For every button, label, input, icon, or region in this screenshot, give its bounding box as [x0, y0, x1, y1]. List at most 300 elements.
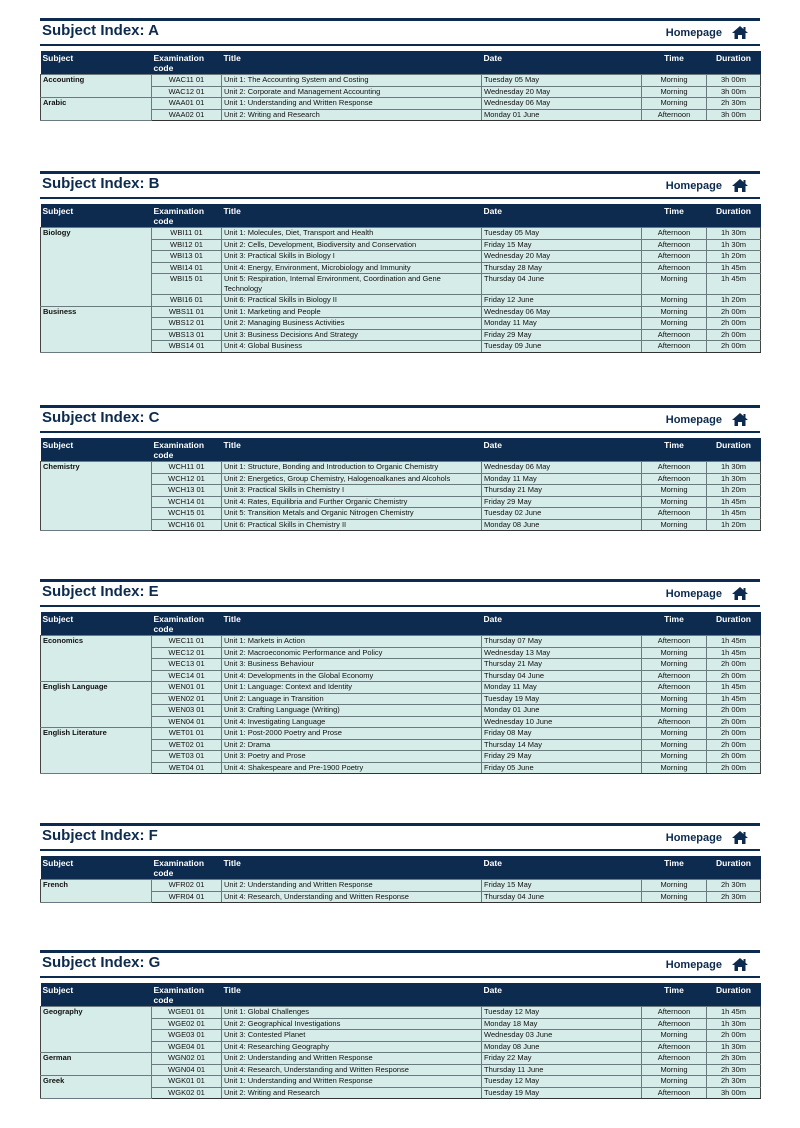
cell-duration: 2h 00m — [707, 739, 761, 751]
cell-time: Afternoon — [642, 109, 707, 121]
table-header-row — [41, 51, 761, 75]
cell-title: Unit 4: Rates, Equilibria and Further Organic Chemistry — [222, 496, 482, 508]
subject-index-section — [40, 405, 760, 531]
cell-code: WGE01 01 — [152, 1007, 222, 1019]
cell-date: Monday 01 June — [482, 109, 642, 121]
cell-code: WGN04 01 — [152, 1064, 222, 1076]
table-header-row — [41, 612, 761, 636]
cell-code: WAA01 01 — [152, 98, 222, 110]
cell-duration: 1h 30m — [707, 473, 761, 485]
section-header — [40, 405, 760, 433]
section-header — [40, 950, 760, 978]
cell-date: Wednesday 10 June — [482, 716, 642, 728]
cell-date: Thursday 07 May — [482, 636, 642, 648]
subject-index-section — [40, 950, 760, 1099]
cell-duration: 3h 00m — [707, 109, 761, 121]
cell-duration: 1h 45m — [707, 508, 761, 520]
cell-duration: 3h 00m — [707, 1087, 761, 1099]
cell-time: Morning — [642, 295, 707, 307]
cell-duration: 1h 45m — [707, 262, 761, 274]
cell-code: WEN03 01 — [152, 705, 222, 717]
table-row — [41, 682, 761, 694]
cell-date: Tuesday 19 May — [482, 693, 642, 705]
subject-name: Economics — [41, 636, 152, 682]
cell-code: WCH16 01 — [152, 519, 222, 531]
cell-time: Morning — [642, 1030, 707, 1042]
column-header-date: Date — [482, 204, 642, 228]
cell-code: WEC14 01 — [152, 670, 222, 682]
cell-code: WFR04 01 — [152, 891, 222, 903]
cell-code: WCH13 01 — [152, 485, 222, 497]
cell-code: WET03 01 — [152, 751, 222, 763]
cell-title: Unit 1: Language: Context and Identity — [222, 682, 482, 694]
cell-title: Unit 3: Practical Skills in Biology I — [222, 251, 482, 263]
cell-code: WGE03 01 — [152, 1030, 222, 1042]
cell-title: Unit 4: Energy, Environment, Microbiology and Immunity — [222, 262, 482, 274]
cell-date: Monday 01 June — [482, 705, 642, 717]
subject-name: English Literature — [41, 728, 152, 774]
cell-code: WFR02 01 — [152, 880, 222, 892]
cell-title: Unit 1: Structure, Bonding and Introduction to Organic Chemistry — [222, 462, 482, 474]
cell-code: WEC13 01 — [152, 659, 222, 671]
column-header-title: Title — [222, 438, 482, 462]
cell-date: Thursday 21 May — [482, 485, 642, 497]
cell-code: WBI11 01 — [152, 228, 222, 240]
cell-time: Morning — [642, 659, 707, 671]
cell-duration: 2h 30m — [707, 1053, 761, 1065]
cell-time: Morning — [642, 647, 707, 659]
cell-time: Morning — [642, 751, 707, 763]
cell-duration: 1h 45m — [707, 1007, 761, 1019]
cell-code: WBI15 01 — [152, 274, 222, 295]
cell-duration: 3h 00m — [707, 86, 761, 98]
cell-date: Friday 08 May — [482, 728, 642, 740]
column-header-code: Examination code — [152, 51, 222, 75]
cell-duration: 1h 45m — [707, 274, 761, 295]
subject-name: German — [41, 1053, 152, 1076]
homepage-label: Homepage — [665, 958, 722, 971]
cell-time: Morning — [642, 306, 707, 318]
table-row — [41, 306, 761, 318]
exam-table — [40, 51, 761, 121]
cell-time: Afternoon — [642, 239, 707, 251]
cell-title: Unit 2: Writing and Research — [222, 109, 482, 121]
table-row — [41, 1007, 761, 1019]
cell-date: Wednesday 20 May — [482, 86, 642, 98]
cell-duration: 1h 45m — [707, 636, 761, 648]
exam-table — [40, 612, 761, 774]
column-header-date: Date — [482, 983, 642, 1007]
column-header-code: Examination code — [152, 612, 222, 636]
column-header-subject: Subject — [41, 51, 152, 75]
cell-code: WBS13 01 — [152, 329, 222, 341]
section-title: Subject Index: E — [42, 583, 159, 600]
subject-name: Greek — [41, 1076, 152, 1099]
cell-time: Afternoon — [642, 1053, 707, 1065]
cell-duration: 2h 30m — [707, 98, 761, 110]
cell-title: Unit 4: Global Business — [222, 341, 482, 353]
column-header-code: Examination code — [152, 438, 222, 462]
cell-time: Afternoon — [642, 329, 707, 341]
cell-code: WET02 01 — [152, 739, 222, 751]
cell-date: Thursday 14 May — [482, 739, 642, 751]
column-header-date: Date — [482, 438, 642, 462]
cell-time: Morning — [642, 693, 707, 705]
cell-title: Unit 1: The Accounting System and Costing — [222, 75, 482, 87]
cell-date: Friday 29 May — [482, 751, 642, 763]
column-header-code: Examination code — [152, 983, 222, 1007]
cell-code: WET01 01 — [152, 728, 222, 740]
cell-title: Unit 4: Researching Geography — [222, 1041, 482, 1053]
cell-date: Thursday 04 June — [482, 274, 642, 295]
cell-code: WCH12 01 — [152, 473, 222, 485]
cell-time: Morning — [642, 274, 707, 295]
cell-duration: 1h 30m — [707, 228, 761, 240]
cell-date: Monday 08 June — [482, 1041, 642, 1053]
cell-code: WEC11 01 — [152, 636, 222, 648]
cell-title: Unit 1: Marketing and People — [222, 306, 482, 318]
cell-title: Unit 2: Managing Business Activities — [222, 318, 482, 330]
column-header-subject: Subject — [41, 438, 152, 462]
cell-date: Tuesday 12 May — [482, 1076, 642, 1088]
cell-date: Monday 11 May — [482, 318, 642, 330]
table-row — [41, 75, 761, 87]
column-header-time: Time — [642, 856, 707, 880]
cell-duration: 2h 00m — [707, 728, 761, 740]
cell-title: Unit 1: Understanding and Written Response — [222, 98, 482, 110]
cell-title: Unit 2: Writing and Research — [222, 1087, 482, 1099]
homepage-label: Homepage — [665, 413, 722, 426]
cell-time: Afternoon — [642, 462, 707, 474]
homepage-link[interactable] — [666, 958, 748, 971]
cell-duration: 1h 30m — [707, 1041, 761, 1053]
section-header — [40, 823, 760, 851]
cell-code: WAC11 01 — [152, 75, 222, 87]
column-header-duration: Duration — [707, 204, 761, 228]
cell-title: Unit 6: Practical Skills in Biology II — [222, 295, 482, 307]
column-header-duration: Duration — [707, 856, 761, 880]
column-header-subject: Subject — [41, 612, 152, 636]
cell-code: WEC12 01 — [152, 647, 222, 659]
cell-date: Tuesday 05 May — [482, 228, 642, 240]
column-header-subject: Subject — [41, 983, 152, 1007]
cell-title: Unit 1: Molecules, Diet, Transport and Health — [222, 228, 482, 240]
cell-time: Afternoon — [642, 670, 707, 682]
cell-time: Afternoon — [642, 1007, 707, 1019]
cell-duration: 2h 30m — [707, 891, 761, 903]
cell-title: Unit 6: Practical Skills in Chemistry II — [222, 519, 482, 531]
cell-date: Tuesday 02 June — [482, 508, 642, 520]
cell-duration: 1h 20m — [707, 251, 761, 263]
cell-title: Unit 1: Post-2000 Poetry and Prose — [222, 728, 482, 740]
homepage-label: Homepage — [665, 26, 722, 39]
cell-code: WAA02 01 — [152, 109, 222, 121]
table-header-row — [41, 983, 761, 1007]
cell-title: Unit 3: Crafting Language (Writing) — [222, 705, 482, 717]
section-title: Subject Index: C — [42, 409, 160, 426]
cell-time: Morning — [642, 1064, 707, 1076]
cell-title: Unit 3: Contested Planet — [222, 1030, 482, 1042]
cell-duration: 2h 00m — [707, 1030, 761, 1042]
column-header-date: Date — [482, 612, 642, 636]
cell-code: WET04 01 — [152, 762, 222, 774]
cell-date: Wednesday 06 May — [482, 98, 642, 110]
cell-title: Unit 4: Developments in the Global Economy — [222, 670, 482, 682]
homepage-label: Homepage — [665, 831, 722, 844]
cell-date: Thursday 21 May — [482, 659, 642, 671]
cell-title: Unit 3: Business Behaviour — [222, 659, 482, 671]
cell-time: Morning — [642, 86, 707, 98]
cell-duration: 1h 20m — [707, 295, 761, 307]
cell-time: Morning — [642, 891, 707, 903]
cell-time: Afternoon — [642, 251, 707, 263]
cell-duration: 1h 20m — [707, 485, 761, 497]
cell-duration: 1h 45m — [707, 496, 761, 508]
cell-time: Afternoon — [642, 1041, 707, 1053]
cell-title: Unit 2: Cells, Development, Biodiversity and Conservation — [222, 239, 482, 251]
cell-time: Morning — [642, 98, 707, 110]
exam-table — [40, 438, 761, 531]
cell-time: Afternoon — [642, 262, 707, 274]
cell-code: WGE02 01 — [152, 1018, 222, 1030]
table-header-row — [41, 438, 761, 462]
cell-title: Unit 3: Practical Skills in Chemistry I — [222, 485, 482, 497]
cell-duration: 2h 00m — [707, 716, 761, 728]
cell-duration: 1h 45m — [707, 682, 761, 694]
cell-duration: 1h 30m — [707, 239, 761, 251]
subject-name: English Language — [41, 682, 152, 728]
home-icon — [732, 958, 748, 971]
cell-duration: 2h 00m — [707, 329, 761, 341]
column-header-code: Examination code — [152, 856, 222, 880]
column-header-title: Title — [222, 204, 482, 228]
section-header — [40, 18, 760, 46]
cell-title: Unit 2: Understanding and Written Response — [222, 1053, 482, 1065]
cell-title: Unit 5: Respiration, Internal Environment, Coordination and Gene Technology — [222, 274, 482, 295]
cell-code: WCH15 01 — [152, 508, 222, 520]
subject-name: Business — [41, 306, 152, 352]
cell-time: Afternoon — [642, 716, 707, 728]
cell-code: WBI13 01 — [152, 251, 222, 263]
cell-date: Friday 15 May — [482, 880, 642, 892]
cell-date: Monday 11 May — [482, 473, 642, 485]
cell-duration: 1h 45m — [707, 693, 761, 705]
column-header-time: Time — [642, 204, 707, 228]
subject-name: Geography — [41, 1007, 152, 1053]
cell-title: Unit 3: Poetry and Prose — [222, 751, 482, 763]
section-header — [40, 579, 760, 607]
table-row — [41, 98, 761, 110]
cell-duration: 2h 00m — [707, 306, 761, 318]
cell-time: Afternoon — [642, 636, 707, 648]
subject-index-section — [40, 579, 760, 774]
subject-index-section — [40, 171, 760, 353]
column-header-date: Date — [482, 856, 642, 880]
cell-duration: 1h 30m — [707, 1018, 761, 1030]
cell-time: Afternoon — [642, 473, 707, 485]
column-header-date: Date — [482, 51, 642, 75]
cell-duration: 3h 00m — [707, 75, 761, 87]
cell-code: WBS14 01 — [152, 341, 222, 353]
cell-time: Morning — [642, 1076, 707, 1088]
cell-duration: 2h 00m — [707, 762, 761, 774]
cell-time: Morning — [642, 705, 707, 717]
cell-date: Friday 12 June — [482, 295, 642, 307]
cell-duration: 1h 45m — [707, 647, 761, 659]
cell-code: WBS12 01 — [152, 318, 222, 330]
cell-time: Afternoon — [642, 682, 707, 694]
table-row — [41, 636, 761, 648]
homepage-link[interactable] — [666, 587, 748, 600]
cell-code: WGK02 01 — [152, 1087, 222, 1099]
cell-code: WGE04 01 — [152, 1041, 222, 1053]
column-header-duration: Duration — [707, 438, 761, 462]
cell-date: Wednesday 06 May — [482, 462, 642, 474]
exam-table — [40, 856, 761, 903]
cell-title: Unit 4: Shakespeare and Pre-1900 Poetry — [222, 762, 482, 774]
cell-title: Unit 2: Energetics, Group Chemistry, Halogenoalkanes and Alcohols — [222, 473, 482, 485]
home-icon — [732, 831, 748, 844]
cell-duration: 2h 00m — [707, 670, 761, 682]
column-header-title: Title — [222, 856, 482, 880]
cell-duration: 2h 00m — [707, 705, 761, 717]
subject-name: Arabic — [41, 98, 152, 121]
cell-time: Morning — [642, 75, 707, 87]
cell-time: Afternoon — [642, 341, 707, 353]
table-row — [41, 1053, 761, 1065]
section-title: Subject Index: A — [42, 22, 159, 39]
column-header-title: Title — [222, 983, 482, 1007]
cell-title: Unit 4: Research, Understanding and Written Response — [222, 1064, 482, 1076]
cell-duration: 2h 00m — [707, 318, 761, 330]
cell-code: WBS11 01 — [152, 306, 222, 318]
cell-title: Unit 2: Drama — [222, 739, 482, 751]
cell-title: Unit 2: Language in Transition — [222, 693, 482, 705]
homepage-link[interactable] — [666, 179, 748, 192]
section-title: Subject Index: G — [42, 954, 161, 971]
cell-title: Unit 2: Macroeconomic Performance and Policy — [222, 647, 482, 659]
cell-title: Unit 2: Understanding and Written Response — [222, 880, 482, 892]
cell-time: Afternoon — [642, 228, 707, 240]
cell-time: Morning — [642, 485, 707, 497]
cell-code: WAC12 01 — [152, 86, 222, 98]
cell-time: Morning — [642, 496, 707, 508]
column-header-code: Examination code — [152, 204, 222, 228]
cell-duration: 2h 30m — [707, 880, 761, 892]
cell-code: WEN04 01 — [152, 716, 222, 728]
cell-time: Morning — [642, 880, 707, 892]
cell-title: Unit 1: Global Challenges — [222, 1007, 482, 1019]
cell-code: WGK01 01 — [152, 1076, 222, 1088]
cell-date: Monday 18 May — [482, 1018, 642, 1030]
subject-index-section — [40, 18, 760, 121]
column-header-title: Title — [222, 51, 482, 75]
table-row — [41, 1076, 761, 1088]
cell-duration: 2h 00m — [707, 659, 761, 671]
cell-time: Morning — [642, 519, 707, 531]
column-header-subject: Subject — [41, 204, 152, 228]
section-title: Subject Index: F — [42, 827, 158, 844]
table-row — [41, 728, 761, 740]
column-header-time: Time — [642, 983, 707, 1007]
cell-time: Afternoon — [642, 1018, 707, 1030]
table-row — [41, 462, 761, 474]
cell-date: Friday 22 May — [482, 1053, 642, 1065]
column-header-time: Time — [642, 612, 707, 636]
cell-time: Afternoon — [642, 1087, 707, 1099]
column-header-duration: Duration — [707, 983, 761, 1007]
cell-code: WCH14 01 — [152, 496, 222, 508]
cell-time: Morning — [642, 728, 707, 740]
cell-title: Unit 4: Investigating Language — [222, 716, 482, 728]
cell-code: WGN02 01 — [152, 1053, 222, 1065]
cell-date: Tuesday 09 June — [482, 341, 642, 353]
home-icon — [732, 26, 748, 39]
homepage-label: Homepage — [665, 587, 722, 600]
home-icon — [732, 587, 748, 600]
homepage-link[interactable] — [666, 831, 748, 844]
table-row — [41, 880, 761, 892]
cell-date: Friday 29 May — [482, 329, 642, 341]
homepage-link[interactable] — [666, 26, 748, 39]
column-header-title: Title — [222, 612, 482, 636]
cell-duration: 2h 30m — [707, 1076, 761, 1088]
section-title: Subject Index: B — [42, 175, 160, 192]
column-header-subject: Subject — [41, 856, 152, 880]
column-header-duration: Duration — [707, 612, 761, 636]
subject-name: French — [41, 880, 152, 903]
cell-title: Unit 3: Business Decisions And Strategy — [222, 329, 482, 341]
cell-duration: 1h 30m — [707, 462, 761, 474]
cell-title: Unit 1: Understanding and Written Response — [222, 1076, 482, 1088]
cell-code: WEN01 01 — [152, 682, 222, 694]
cell-date: Friday 29 May — [482, 496, 642, 508]
cell-date: Tuesday 19 May — [482, 1087, 642, 1099]
cell-code: WEN02 01 — [152, 693, 222, 705]
cell-title: Unit 5: Transition Metals and Organic Nitrogen Chemistry — [222, 508, 482, 520]
cell-date: Thursday 11 June — [482, 1064, 642, 1076]
home-icon — [732, 179, 748, 192]
cell-date: Monday 08 June — [482, 519, 642, 531]
cell-time: Morning — [642, 318, 707, 330]
table-header-row — [41, 204, 761, 228]
subject-index-section — [40, 823, 760, 903]
table-row — [41, 228, 761, 240]
cell-date: Monday 11 May — [482, 682, 642, 694]
home-icon — [732, 413, 748, 426]
cell-title: Unit 2: Corporate and Management Accounting — [222, 86, 482, 98]
homepage-link[interactable] — [666, 413, 748, 426]
column-header-time: Time — [642, 438, 707, 462]
subject-name: Accounting — [41, 75, 152, 98]
exam-table — [40, 983, 761, 1099]
cell-date: Thursday 28 May — [482, 262, 642, 274]
table-header-row — [41, 856, 761, 880]
exam-table — [40, 204, 761, 353]
cell-date: Friday 05 June — [482, 762, 642, 774]
subject-name: Biology — [41, 228, 152, 307]
cell-code: WBI14 01 — [152, 262, 222, 274]
cell-title: Unit 4: Research, Understanding and Written Response — [222, 891, 482, 903]
cell-date: Wednesday 03 June — [482, 1030, 642, 1042]
cell-date: Tuesday 05 May — [482, 75, 642, 87]
cell-date: Wednesday 20 May — [482, 251, 642, 263]
section-header — [40, 171, 760, 199]
cell-duration: 2h 00m — [707, 341, 761, 353]
cell-date: Wednesday 13 May — [482, 647, 642, 659]
column-header-duration: Duration — [707, 51, 761, 75]
cell-time: Morning — [642, 762, 707, 774]
